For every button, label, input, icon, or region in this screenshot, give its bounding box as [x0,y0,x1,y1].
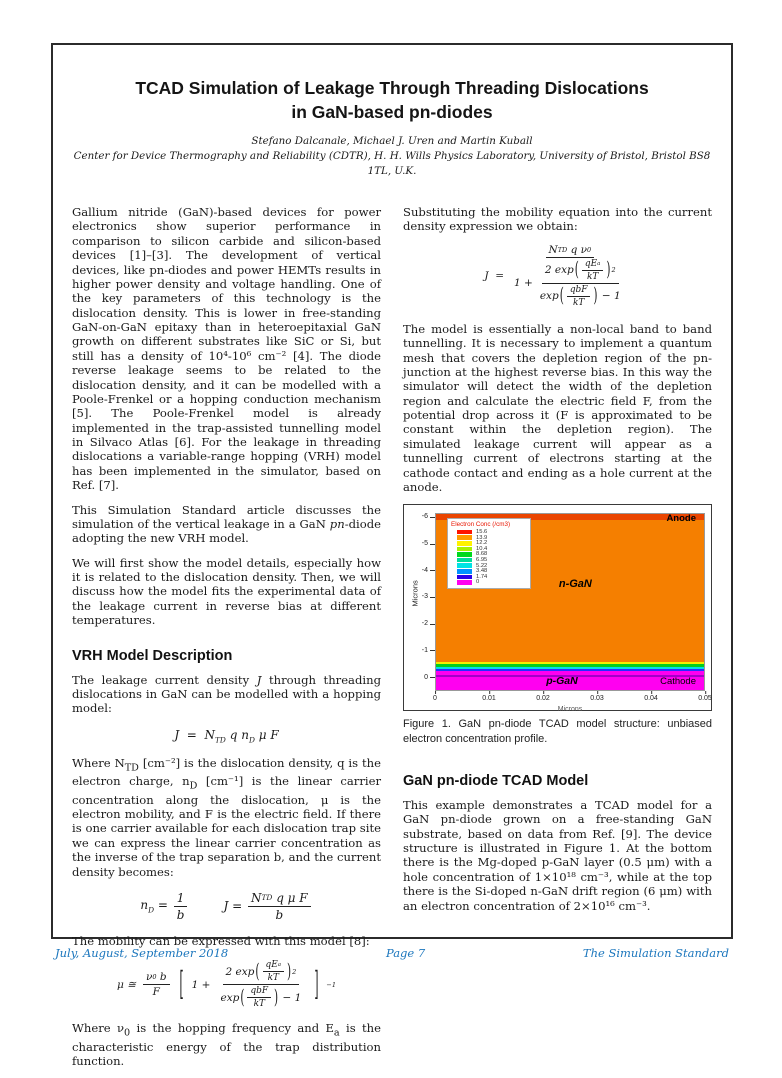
y-axis [408,513,435,691]
legend-value: 15.6 [476,529,488,536]
legend-swatch [457,541,472,546]
paragraph-article-scope: This Simulation Standard article discusses the simulation of the vertical leakage in a GaN pn-diode adopting the new VRH model. [72,502,381,546]
x-tick: 0.03 [590,695,604,703]
legend-swatch [457,530,472,535]
paragraph-mobility-intro: The mobility can be expressed with this model [8]: [72,933,370,948]
cathode-label: Cathode [660,676,696,688]
legend-value: 0 [476,579,480,586]
p-gan-label: p-GaN [546,675,578,688]
equation-carrier-density: $n_D$ = $\frac{1}{b}$ J = N TD q μ F b [72,891,381,922]
figure-caption: Figure 1. GaN pn-diode TCAD model structure: unbiased electron concentration profile. [403,718,712,746]
equation-mobility: μ ≅ ν 0 b F [ 1 + 2 exp ( qE a kT ) 2 exp ( $\frac{\text{qbF}}{kT}$ ) − 1 ] −1 [116,960,337,1010]
title-line-1: TCAD Simulation of Leakage Through Threading Dislocations [135,78,649,98]
x-tick: 0.02 [536,695,550,703]
equation-hopping-current: $J = N_{TD}$ q $n_D$ μ F [174,727,279,745]
legend-swatch [457,535,472,540]
anode-label: Anode [666,513,696,525]
byline [73,134,711,179]
legend-swatch [457,558,472,563]
authors-line: Stefano Dalcanale, Michael J. Uren and Martin Kuball [251,135,533,148]
section-heading-tcad-model: GaN pn-diode TCAD Model [403,772,589,789]
legend-value: 10.4 [476,545,488,552]
legend-swatch [457,575,472,580]
legend-title: Electron Conc (/cm3) [451,521,511,529]
page-footer [51,946,733,960]
x-tick: 0 [433,695,437,703]
affiliation-line: Center for Device Thermography and Reliability (CDTR), H. H. Wills Physics Laboratory, University of Bristol, Bristol BS8 1TL, U.K. [73,150,711,178]
footer-page-number: Page 7 [385,946,426,960]
figure-1 [403,504,712,714]
tcad-plot [408,513,705,691]
x-axis [433,691,712,714]
legend-swatch [457,547,472,552]
paragraph-intro: Gallium nitride (GaN)-based devices for power electronics show superior performance in comparison to silicon carbide and silicon-based devices [1]–[3]. The development of vertical devices, like pn-diodes and power HEMTs results in higher power density and voltage handling. One of the key parameters of this technology is the dislocation density. This is lower in free-standing GaN-on-GaN epitaxy than in heteroepitaxial GaN growth on different substrates like SiC or Si, but still has a density of 10⁴-10⁶ cm⁻² [4]. The diode reverse leakage seems to be related to the dislocation density, and it can be modelled with a Poole-Frenkel or a hopping conduction mechanism [5]. The Poole-Frenkel model is already implemented in the trap-assisted tunnelling model in Silvaco Atlas [6]. For the leakage in threading dislocations a variable-range hopping (VRH) model has been implemented in the simulator, based on Ref. [7]. [72,205,381,493]
legend-value: 13.9 [476,534,488,541]
y-tick: -6 [421,513,428,521]
paragraph-substitution: Substituting the mobility equation into the current density expression we obtain: [403,205,712,234]
paragraph-hopping-model: The leakage current density J through threading dislocations in GaN can be modelled with a hopping model: [72,672,381,716]
y-tick: -3 [421,593,428,601]
device-cross-section [435,513,705,691]
colorbar-legend [447,518,531,589]
n-gan-label: n-GaN [558,577,592,590]
legend-value: 6.95 [476,557,488,564]
legend-swatch [457,569,472,574]
legend-value: 12.2 [476,540,488,547]
x-tick: 0.01 [482,695,496,703]
y-tick: -5 [421,540,428,548]
x-tick: 0.04 [644,695,658,703]
section-heading-vrh: VRH Model Description [72,647,233,664]
x-axis-label: Microns [557,706,583,714]
y-tick: 0 [424,673,428,681]
paragraph-mobility-params: Where $\nu_0$ is the hopping frequency and $E_a$ is the characteristic energy of the trap distribution function. [72,1021,381,1068]
legend-value: 8.68 [476,551,488,558]
y-axis-label: Microns [410,580,420,607]
y-tick: -2 [421,620,428,628]
paragraph-tcad-model: This example demonstrates a TCAD model for a GaN pn-diode grown on a free-standing GaN substrate, based on data from Ref. [9]. The device structure is illustrated in Figure 1. At the bottom there is the Mg-doped p-GaN layer (0.5 μm) with a hole concentration of 1×10¹⁸ cm⁻³, while at the top there is the Si-doped n-GaN drift region (6 μm) with an electron concentration of 2×10¹⁶ cm⁻³. [403,797,712,913]
title-line-2: in GaN-based pn-diodes [291,101,493,122]
x-tick: 0.05 [698,695,712,703]
legend-value: 1.74 [476,573,488,580]
equation-current-density: J = N TD q ν 0 1 + 2 exp ( qE a kT ) 2 exp ( $\frac{\text{qbF}}{kT}$ ) − 1 [484,243,621,308]
y-tick: -1 [421,646,428,654]
y-tick: -4 [421,566,428,574]
footer-publication: The Simulation Standard [582,946,729,960]
paragraph-tunnelling: The model is essentially a non-local band to band tunnelling. It is necessary to implement a quantum mesh that covers the depletion region of the pn-junction at the highest reverse bias. In this way the simulator will detect the width of the depletion region and calculate the electric field F, from the potential drop across it (F is approximated to be constant within the depletion region). The simulated leakage current will appear as a tunnelling current of electrons starting at the cathode contact and ending as a hole current at the anode. [403,321,712,494]
footer-issue-date: July, August, September 2018 [55,946,229,960]
paragraph-parameters: Where $N_{TD}$ [cm⁻²] is the dislocation density, q is the electron charge, $n_D$ [cm⁻¹] is the linear carrier concentration along the dislocation, μ is the electron mobility, and F is the electric field. If there is one carrier available for each dislocation trap site we can express the linear carrier concentration as the inverse of the trap separation b, and the current density becomes: [72,756,382,879]
legend-swatch [457,580,472,585]
legend-value: 5.22 [476,562,488,569]
legend-value: 3.48 [476,568,488,575]
page-title [83,77,701,124]
legend-swatch [457,563,472,568]
legend-swatch [457,552,472,557]
paragraph-outline: We will first show the model details, especially how it is related to the dislocation density. Then, we will discuss how the model fits the experimental data of the leakage current in reverse bias at different temperatures. [72,555,381,628]
